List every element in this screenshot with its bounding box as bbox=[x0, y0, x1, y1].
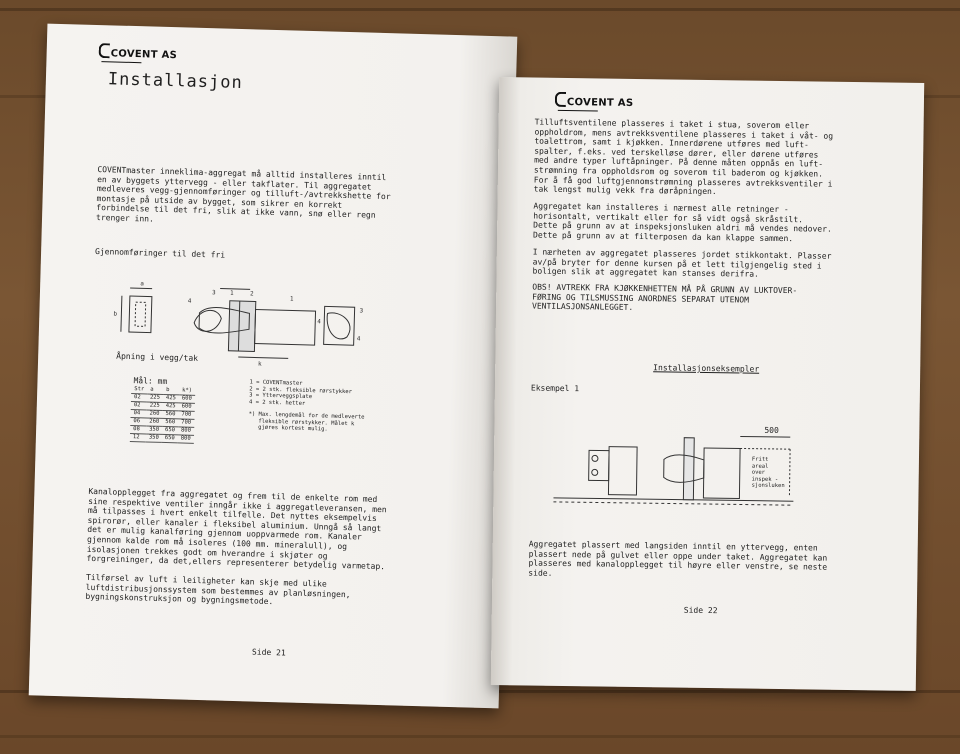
legend-text: 1 = COVENTmaster 2 = 2 stk. fleksible rørstykker 3 = Ytterveggsplate 4 = 2 stk. hetter bbox=[248, 379, 353, 407]
svg-text:4: 4 bbox=[356, 335, 361, 343]
page-title: Installasjon bbox=[107, 69, 243, 94]
body-paragraph-1: Kanalopplegget fra aggregatet og frem til de enkelte rom med sine respektive ventiler inngår ikke i aggregatleveransen, men må tilpasses i hvert enkelt tilfelle. Det nyttes eksempelvis spirorør, eller kanaler i fleksibel aluminium. Unngå så langt det er mulig kanalføring gjennom uoppvarmede rom. Kanaler gjennom kalde rom må isoleres (100 mm. mineralull), og isolasjonen trekkes godt om hverandre i skjøter og forgreininger, da det,ellers representerer betydelig varmetap. bbox=[86, 486, 387, 572]
logo-c-icon bbox=[99, 43, 110, 58]
page-number-right: Side 22 bbox=[683, 605, 718, 616]
subheading-gjennomforinger: Gjennomføringer til det fri bbox=[95, 246, 226, 260]
table-row: 02 225 425 600 bbox=[131, 394, 195, 404]
logo-c-icon bbox=[555, 92, 566, 107]
page-left bbox=[29, 24, 518, 709]
table-row: 08 350 650 800 bbox=[130, 426, 194, 436]
svg-text:1: 1 bbox=[289, 295, 294, 303]
body-paragraph-2: Tilførsel av luft i leiligheter kan skje med ulike luftdistribusjonssystem som bestemmes av planløsningen, bygningskonstruksjon og bygningsmetode. bbox=[85, 572, 351, 607]
page-number-left: Side 21 bbox=[251, 647, 286, 658]
svg-text:a: a bbox=[140, 280, 144, 288]
dimensions-table bbox=[130, 386, 195, 444]
logo-text: COVENT AS bbox=[566, 97, 634, 109]
wall-penetration-diagram bbox=[98, 275, 431, 387]
ventilation-paragraph: Tilluftsventilene plasseres i taket i stua, soverom eller oppholdrom, mens avtrekksventilene plasseres i taket i våt- og toalettrom, samt i kjøkken. Innerdørene utføres med luft- spalter, f.eks. ved terskelløse dører, eller dørene utføres med andre typer luftåpninger. På denne måten oppnås en luft- strømning fra oppholdsrom og soverom til baderom og kjøkken. For å få god luftgjennomstrømning plasseres avtrekksventiler i tak lengst mulig vekk fra døråpningen. bbox=[533, 117, 834, 197]
svg-text:4: 4 bbox=[317, 318, 321, 326]
examples-heading: Installasjonseksempler bbox=[653, 363, 760, 374]
dim-500-label: 500 bbox=[764, 425, 779, 435]
example-1-label: Eksempel 1 bbox=[530, 383, 580, 394]
table-header-row: Str a b k*) bbox=[131, 386, 195, 395]
intro-paragraph: COVENTmaster inneklima-aggregat må alltid installeres inntil en av byggets yttervegg - eller takflater. Til aggregatet medleveres vegg-gjennomføringer og tilluft-/avtrekkshette for montasje på utside av bygget, som sikrer en korrekt forbindelse til det fri, slik at ikke vann, snø eller regn trenger inn. bbox=[95, 165, 391, 224]
logo-text: COVENT AS bbox=[110, 48, 178, 62]
socket-paragraph: I nærheten av aggregatet plasseres jordet stikkontakt. Plasser av/på bryter for denne kursen på et lett tilgjengelig sted i boligen slik at aggregatet kan stanses derifra. bbox=[532, 247, 832, 279]
obs-notice: OBS! AVTREKK FRA KJØKKENHETTEN MÅ PÅ GRUNN AV LUKTOVER- FØRING OG TILSMUSSING ANORDNES SEPARAT UTENOM VENTILASJONSANLEGGET. bbox=[532, 282, 798, 313]
table-row: 02 225 425 600 bbox=[131, 402, 195, 412]
footnote-text: *) Max. lengdemål for de medleverte fleksible rørstykker. Målet k gjøres kortest mulig. bbox=[248, 411, 365, 433]
example-caption: Aggregatet plassert med langsiden inntil en yttervegg, enten plassert nede på gulvet eller oppe under taket. Aggregatet kan plasseres med kanalopplegget til høyre eller venstre, se neste side. bbox=[528, 539, 828, 578]
page-right bbox=[491, 77, 924, 691]
covent-logo bbox=[555, 92, 634, 109]
opening-label: Åpning i vegg/tak bbox=[116, 351, 199, 363]
covent-logo bbox=[99, 43, 178, 61]
svg-text:4: 4 bbox=[187, 297, 192, 305]
svg-text:2: 2 bbox=[249, 290, 254, 298]
svg-text:3: 3 bbox=[359, 307, 364, 315]
orientation-paragraph: Aggregatet kan installeres i nærmest alle retninger - horisontalt, vertikalt eller for så vidt også skråstilt. Dette på grunn av at inspeksjonsluken aldri må vendes nedover. Dette på grunn av at filterposen da kan klappe sammen. bbox=[533, 201, 832, 243]
svg-text:1: 1 bbox=[229, 289, 234, 297]
free-area-label: Fritt areal over inspek - sjonsluken bbox=[751, 456, 785, 490]
dims-heading: Mål: mm bbox=[133, 376, 168, 387]
table-row: 06 260 560 700 bbox=[130, 418, 194, 428]
svg-text:b: b bbox=[113, 310, 118, 318]
svg-text:3: 3 bbox=[211, 289, 216, 297]
table-row: 04 260 560 700 bbox=[131, 410, 195, 420]
svg-text:k: k bbox=[257, 360, 262, 368]
table-row: 12 350 650 800 bbox=[130, 434, 194, 444]
